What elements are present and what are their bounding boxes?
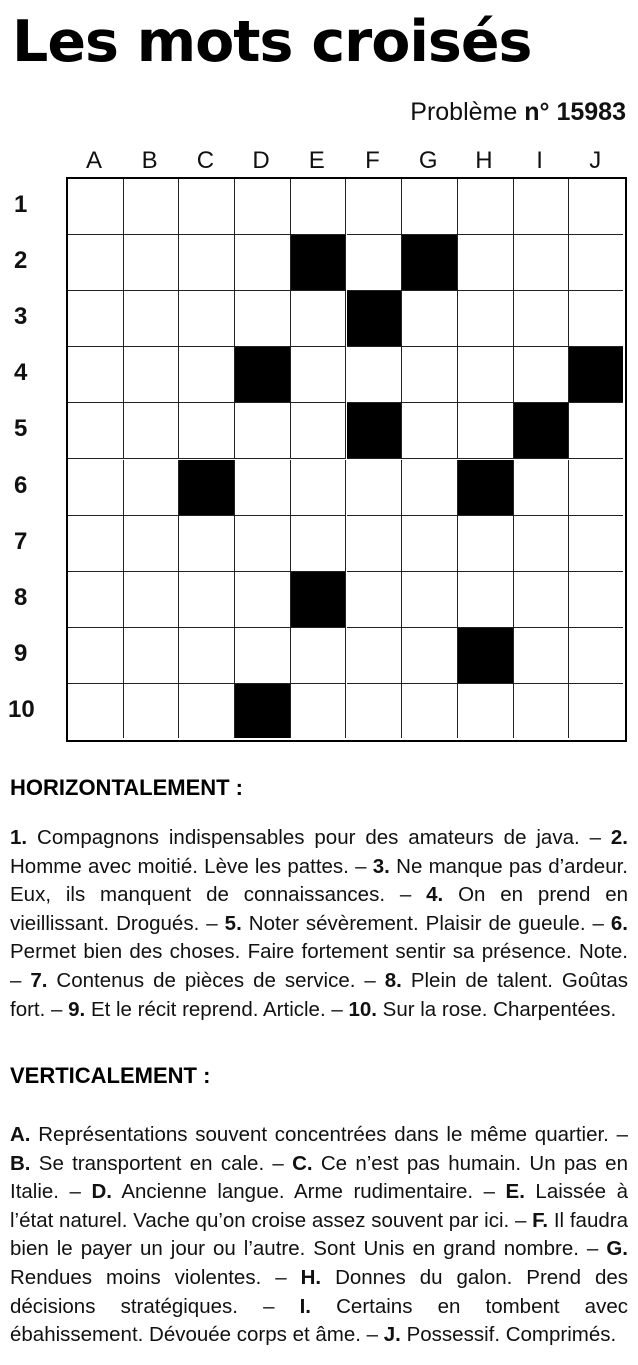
grid-cell[interactable] [124,235,180,291]
column-label: C [196,147,215,174]
grid-cell[interactable] [235,572,291,628]
grid-cell[interactable] [291,347,347,403]
grid-cell[interactable] [124,460,180,516]
grid-cell[interactable] [569,291,623,347]
row-label: 1 [14,191,28,218]
grid-cell[interactable] [347,179,403,235]
problem-label: Problème [410,98,518,126]
grid-cell[interactable] [402,179,458,235]
grid-cell[interactable] [235,516,291,572]
clue-number: 8. [384,968,402,992]
grid-cell[interactable] [291,684,347,738]
column-label: F [365,147,380,174]
grid-cell[interactable] [514,347,570,403]
clue-text: Il faudra bien le payer un jour ou l’autre. Sont Unis en grand nombre. [10,1208,628,1261]
vertical-clues: A. Représentations souvent concentrées dans le même quartier. – B. Se transportent en cale. – C. Ce n’est pas humain. Un pas en Italie. – D. Ancienne langue. Arme rudimentaire. – E. Laissée à l’état naturel. Vache qu’on croise assez souvent par ici. – F. Il faudra bien le payer un jour ou l’autre. Sont Unis en grand nombre. – G. Rendues moins violentes. – H. Donnes du galon. Prend des décisions stratégiques. – I. Certains en tombent avec ébahissement. Dévouée corps et âme. – J. Possessif. Comprimés. [10,1123,628,1347]
grid-cell[interactable] [124,628,180,684]
grid-cell[interactable] [514,684,570,738]
grid-cell[interactable] [514,235,570,291]
grid-cell[interactable] [68,347,124,403]
clue-number: 3. [372,854,390,878]
clue-number: I. [299,1294,311,1318]
clue-text: Compagnons indispensables pour des amateurs de java. [37,826,580,849]
grid-cell[interactable] [402,572,458,628]
black-cell [347,291,403,347]
grid-cell[interactable] [458,347,514,403]
column-label: A [85,147,102,174]
row-label: 7 [14,527,28,555]
row-label: 10 [8,695,35,723]
clue-text: Certains en tombent avec ébahissement. Dévouée corps et âme. [10,1294,628,1347]
grid-cell[interactable] [68,460,124,516]
grid-cell[interactable] [68,684,124,738]
column-label: B [141,147,158,174]
grid-cell[interactable] [514,460,570,516]
clue-text: Sur la rose. Charpentées. [382,997,617,1021]
black-cell [458,460,514,516]
grid-cell[interactable] [179,684,235,738]
grid-cell[interactable] [291,179,347,235]
grid-cell[interactable] [235,235,291,291]
grid-cell[interactable] [291,291,347,347]
grid-cell[interactable] [68,403,124,459]
clue [384,1323,616,1346]
clue-number: 5. [224,911,242,935]
black-cell [458,628,514,684]
clue-text: Donnes du galon. Prend des décisions stratégiques. [10,1265,628,1318]
clue-number: G. [606,1237,628,1261]
grid-cell[interactable] [179,628,235,684]
row-label: 3 [14,303,28,331]
clue-text: Possessif. Comprimés. [406,1323,617,1347]
clue-number: A. [10,1123,31,1146]
clue-number: 10. [348,997,377,1021]
grid-cell[interactable] [347,516,403,572]
clue-text: Se transportent en cale. [38,1151,265,1175]
column-labels [66,147,627,175]
clue [30,969,355,992]
problem-number [410,95,626,129]
grid-cell[interactable] [179,572,235,628]
grid-cell[interactable] [514,291,570,347]
clue-number: 6. [610,911,629,935]
clue-number: 2. [610,826,629,849]
grid-cell[interactable] [569,235,623,291]
row-label: 2 [14,247,28,275]
clue [91,1180,473,1203]
clue [10,1152,264,1175]
grid-cell[interactable] [291,516,347,572]
grid-cell[interactable] [68,179,124,235]
grid-cell[interactable] [402,460,458,516]
clue-text: Ne manque pas d’ardeur. Eux, ils manquent de connaissances. [10,854,628,907]
grid-cell[interactable] [68,572,124,628]
black-cell [179,460,235,516]
grid-cell[interactable] [458,235,514,291]
clue [348,998,616,1021]
grid-cell[interactable] [514,516,570,572]
clue-number: H. [300,1265,322,1289]
clue-number: 9. [68,997,86,1021]
grid-cell[interactable] [68,235,124,291]
grid-cell[interactable] [291,628,347,684]
clue-number: 4. [426,883,444,907]
row-label: 8 [14,583,28,611]
grid-cell[interactable] [124,572,180,628]
grid-cell[interactable] [179,403,235,459]
column-label: E [308,147,325,174]
grid-cell[interactable] [402,684,458,738]
grid-cell[interactable] [124,684,180,738]
black-cell [291,235,347,291]
grid-cell[interactable] [347,460,403,516]
black-cell [291,572,347,628]
crossword-grid [66,177,627,742]
grid-cell[interactable] [124,291,180,347]
clue-number: 1. [10,826,28,849]
clue-text: Rendues moins violentes. [10,1265,262,1289]
clue-number: C. [292,1151,313,1175]
black-cell [347,403,403,459]
grid-cell[interactable] [68,628,124,684]
grid-cell[interactable] [68,516,124,572]
problem-number-value: 15983 [556,98,626,126]
row-labels [0,177,66,742]
clue [225,912,586,935]
grid-cell[interactable] [124,403,180,459]
grid-cell[interactable] [347,572,403,628]
grid-cell[interactable] [235,291,291,347]
grid-cell[interactable] [569,403,623,459]
clue-text: Laissée à l’état naturel. Vache qu’on croise assez souvent par ici. [10,1180,628,1232]
grid-cell[interactable] [179,291,235,347]
grid-cell[interactable] [347,347,403,403]
grid-cell[interactable] [458,516,514,572]
horizontal-clues: 1. Compagnons indispensables pour des amateurs de java. – 2. Homme avec moitié. Lève les pattes. – 3. Ne manque pas d’ardeur. Eux, ils manquent de connaissances. – 4. On en prend en vieillissant. Drogués. – 5. Noter sévèrement. Plaisir de gueule. – 6. Permet bien des choses. Faire fortement sentir sa présence. Note. – 7. Contenus de pièces de service. – 8. Plein de talent. Goûtas fort. – 9. Et le récit reprend. Article. – 10. Sur la rose. Charpentées. [10,826,629,1021]
grid-cell[interactable] [458,572,514,628]
grid-cell[interactable] [124,516,180,572]
grid-cell[interactable] [124,179,180,235]
clue-text: Permet bien des choses. Faire fortement sentir sa présence. Note. [10,940,628,964]
clue-number: B. [10,1151,31,1175]
clue-number: D. [91,1180,112,1204]
grid-cell[interactable] [569,460,623,516]
grid-cell[interactable] [179,235,235,291]
row-label: 4 [14,359,28,387]
grid-cell[interactable] [347,628,403,684]
grid-cell[interactable] [514,179,570,235]
grid-cell[interactable] [569,628,623,684]
grid-cell[interactable] [569,684,623,738]
black-cell [235,684,291,738]
clue-text: Plein de talent. Goûtas fort. [10,968,628,1021]
black-cell [569,347,623,403]
grid-cell[interactable] [291,460,347,516]
black-cell [514,403,570,459]
grid-cell[interactable] [179,516,235,572]
black-cell [235,347,291,403]
grid-cell[interactable] [235,179,291,235]
grid-cell[interactable] [402,347,458,403]
problem-number-prefix: n° [524,98,550,126]
clue-text: Noter sévèrement. Plaisir de gueule. [248,911,586,935]
grid-cell[interactable] [514,628,570,684]
row-label: 9 [14,639,28,667]
clue-number: E. [505,1180,525,1204]
column-label: I [536,147,543,174]
grid-cell[interactable] [235,628,291,684]
grid-cell[interactable] [402,628,458,684]
row-label: 6 [14,471,28,499]
clue [10,1123,609,1146]
grid-cell[interactable] [235,460,291,516]
grid-cell[interactable] [458,179,514,235]
grid-cell[interactable] [124,347,180,403]
grid-cell[interactable] [68,291,124,347]
clue-text: On en prend en vieillissant. Drogués. [10,883,628,935]
clue-number: 7. [30,968,48,992]
grid-cell[interactable] [514,572,570,628]
grid-cell[interactable] [179,179,235,235]
grid-cell[interactable] [569,572,623,628]
clue [68,998,326,1021]
grid-cell[interactable] [402,291,458,347]
column-label: G [418,147,438,174]
clue [10,826,580,849]
grid-cell[interactable] [458,403,514,459]
horizontal-heading: HORIZONTALEMENT : [10,775,244,800]
grid-cell[interactable] [458,684,514,738]
clue-text: Représentations souvent concentrées dans le même quartier. [38,1123,609,1146]
row-label: 5 [14,415,28,443]
grid-cell[interactable] [402,403,458,459]
clue-text: Ancienne langue. Arme rudimentaire. [121,1180,474,1204]
grid-cell[interactable] [569,516,623,572]
clue-text: Contenus de pièces de service. [56,968,356,992]
grid-cell[interactable] [235,403,291,459]
black-cell [402,235,458,291]
clue-text: Ce n’est pas humain. Un pas en Italie. [10,1151,628,1204]
vertical-heading: VERTICALEMENT : [10,1063,211,1088]
column-label: J [589,147,602,174]
grid-cell[interactable] [458,291,514,347]
grid-cell[interactable] [569,179,623,235]
grid-cell[interactable] [347,684,403,738]
clue-number: F. [532,1208,549,1232]
page-title: Les mots croisés [12,9,532,75]
clue-text: Homme avec moitié. Lève les pattes. [10,854,349,878]
grid-cell[interactable] [291,403,347,459]
grid-cell[interactable] [402,516,458,572]
grid-cell[interactable] [347,235,403,291]
clue-number: J. [383,1323,401,1347]
clue-text: Et le récit reprend. Article. [90,997,326,1021]
column-label: D [252,147,270,174]
column-label: H [475,147,493,174]
grid-cell[interactable] [179,347,235,403]
